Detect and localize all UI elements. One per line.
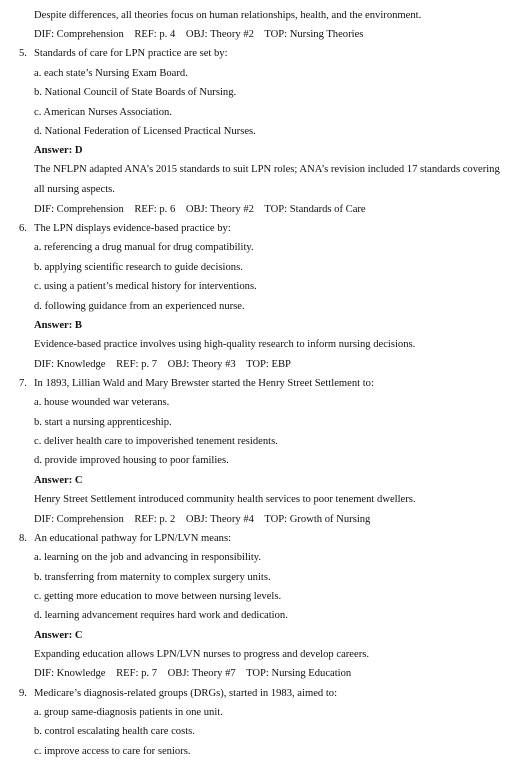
answer-option: a. house wounded war veterans.: [34, 397, 170, 408]
rationale-text: Evidence-based practice involves using high-quality research to inform nursing decisions.: [34, 339, 416, 350]
answer-option: c. deliver health care to impoverished tenement residents.: [34, 436, 278, 447]
answer-option: c. getting more education to move between nursing levels.: [34, 591, 282, 602]
question-stem: The LPN displays evidence-based practice by:: [34, 223, 231, 234]
rationale-text: Expanding education allows LPN/LVN nurses to progress and develop careers.: [34, 649, 369, 660]
question-metadata: DIF: Comprehension REF: p. 4 OBJ: Theory #2 TOP: Nursing Theories: [34, 29, 364, 40]
question-stem: Standards of care for LPN practice are set by:: [34, 48, 228, 59]
answer-option: d. provide improved housing to poor families.: [34, 455, 229, 466]
question-stem: In 1893, Lillian Wald and Mary Brewster started the Henry Street Settlement to:: [34, 378, 374, 389]
answer-option: c. using a patient’s medical history for interventions.: [34, 281, 257, 292]
answer-option: a. referencing a drug manual for drug compatibility.: [34, 242, 254, 253]
answer-option: d. learning advancement requires hard work and dedication.: [34, 610, 288, 621]
answer-option: b. applying scientific research to guide decisions.: [34, 262, 243, 273]
rationale-text: Henry Street Settlement introduced community health services to poor tenement dwellers.: [34, 494, 416, 505]
answer-option: b. start a nursing apprenticeship.: [34, 417, 172, 428]
question-stem: Medicare’s diagnosis-related groups (DRGs), started in 1983, aimed to:: [34, 688, 338, 699]
answer-option: c. American Nurses Association.: [34, 107, 172, 118]
question-number: 5.: [19, 48, 27, 59]
question-number: 9.: [19, 688, 27, 699]
answer-key: Answer: C: [34, 475, 83, 486]
answer-option: b. National Council of State Boards of Nursing.: [34, 87, 237, 98]
rationale-text: Despite differences, all theories focus on human relationships, health, and the environment.: [34, 10, 422, 21]
question-metadata: DIF: Knowledge REF: p. 7 OBJ: Theory #3 TOP: EBP: [34, 359, 291, 370]
answer-option: d. following guidance from an experienced nurse.: [34, 301, 245, 312]
answer-option: d. National Federation of Licensed Practical Nurses.: [34, 126, 256, 137]
answer-option: b. control escalating health care costs.: [34, 726, 195, 737]
answer-option: a. group same-diagnosis patients in one unit.: [34, 707, 223, 718]
rationale-text: The NFLPN adapted ANA’s 2015 standards to suit LPN roles; ANA’s revision included 17 standards covering all nursing aspects.: [34, 164, 500, 195]
question-number: 8.: [19, 533, 27, 544]
answer-option: a. learning on the job and advancing in responsibility.: [34, 552, 262, 563]
question-stem: An educational pathway for LPN/LVN means:: [34, 533, 232, 544]
answer-key: Answer: C: [34, 630, 83, 641]
question-metadata: DIF: Knowledge REF: p. 7 OBJ: Theory #7 TOP: Nursing Education: [34, 668, 352, 679]
question-metadata: DIF: Comprehension REF: p. 2 OBJ: Theory #4 TOP: Growth of Nursing: [34, 514, 371, 525]
question-number: 6.: [19, 223, 27, 234]
answer-key: Answer: B: [34, 320, 82, 331]
answer-key: Answer: D: [34, 145, 83, 156]
question-number: 7.: [19, 378, 27, 389]
answer-option: b. transferring from maternity to complex surgery units.: [34, 572, 271, 583]
question-metadata: DIF: Comprehension REF: p. 6 OBJ: Theory #2 TOP: Standards of Care: [34, 204, 366, 215]
answer-option: a. each state’s Nursing Exam Board.: [34, 68, 188, 79]
answer-option: c. improve access to care for seniors.: [34, 746, 191, 757]
